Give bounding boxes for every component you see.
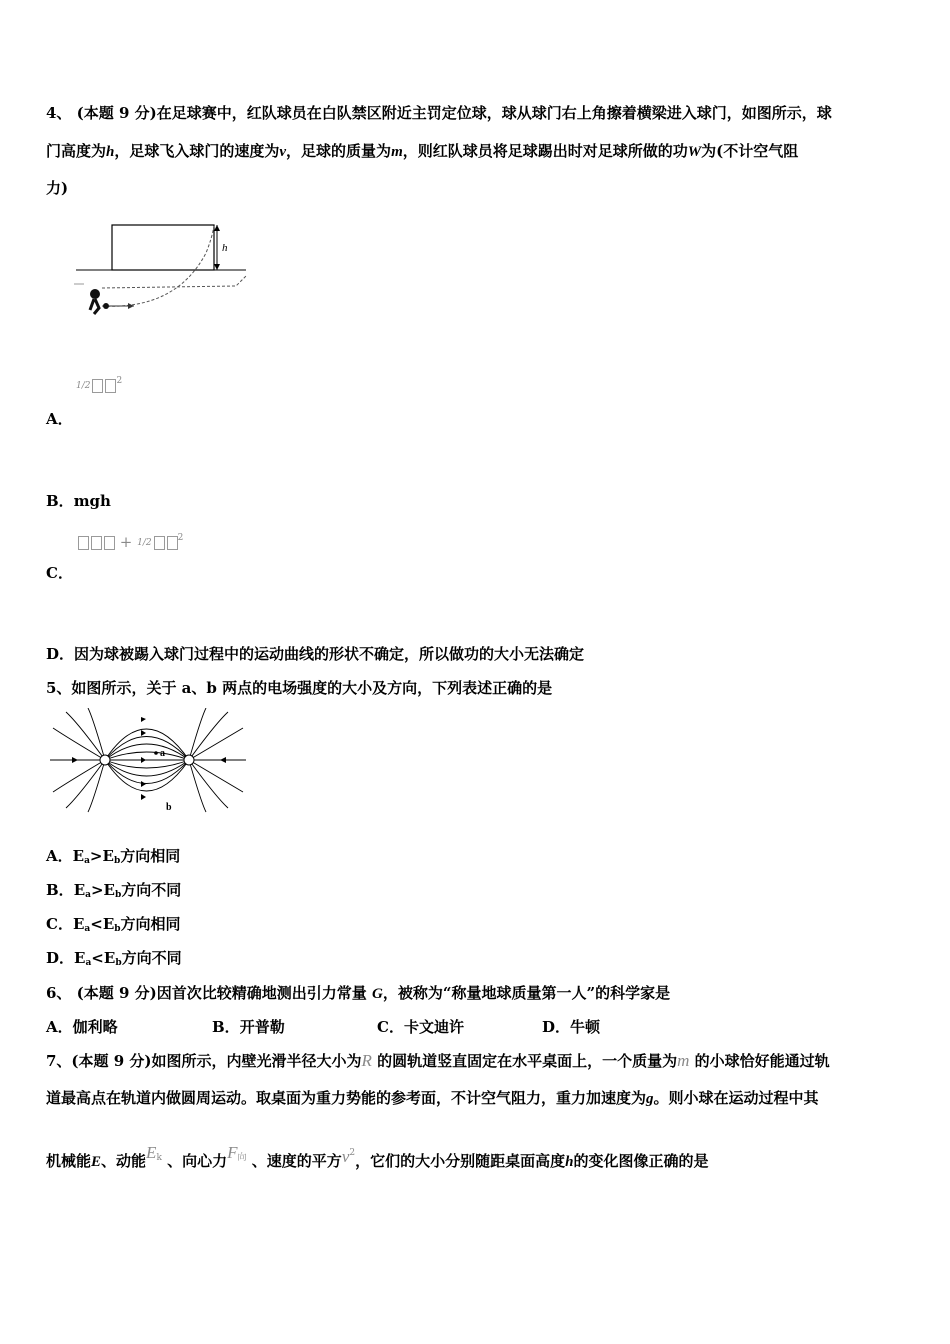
q5-stem: 5、如图所示，关于 a、b 两点的电场强度的大小及方向，下列表述正确的是	[46, 679, 553, 697]
q4-option-c-formula: + 1/2 $^2$	[76, 533, 183, 551]
q4-option-a-formula: 1/2 $^2$	[76, 376, 122, 394]
q5-option-c[interactable]: C．$E_a<E_b$方向相同	[46, 915, 181, 934]
q5-option-b[interactable]: B．$E_a>E_b$方向不同	[46, 881, 182, 900]
q6-option-d[interactable]: D．牛顿	[542, 1018, 601, 1036]
half-fraction: 1/2	[76, 380, 91, 391]
q5-option-a[interactable]: A．$E_a>E_b$方向相同	[46, 847, 181, 866]
q6-stem: 6、 (本题 9 分)因首次比较精确地测出引力常量 G，被称为“称量地球质量第一人”的科学家是	[46, 984, 671, 1002]
q4-option-c[interactable]: C．	[46, 564, 73, 582]
q4-option-b[interactable]: B．mgh	[46, 492, 111, 510]
q5-option-d[interactable]: D．$E_a<E_b$方向不同	[46, 949, 182, 968]
q4-goal-figure	[66, 218, 251, 323]
point-a-label: a	[160, 748, 165, 759]
q6-option-c[interactable]: C．卡文迪许	[377, 1018, 464, 1036]
q6-option-b[interactable]: B．开普勒	[212, 1018, 285, 1036]
q4-stem-line2: 门高度为h，足球飞入球门的速度为v，足球的质量为m，则红队球员将足球踢出时对足球所做的功W为(不计空气阻	[46, 142, 799, 160]
q4-option-a[interactable]: A．	[46, 410, 73, 428]
q7-stem-line3: 机械能E、动能$E^k$ 、向心力$F^向$ 、速度的平方$v^2$，它们的大小分别随距桌面高度h的变化图像正确的是	[46, 1143, 709, 1170]
q4-stem-line3: 力)	[46, 179, 69, 197]
q7-stem-line1: 7、(本题 9 分)如图所示，内壁光滑半径大小为R 的圆轨道竖直固定在水平桌面上，一个质量为m 的小球恰好能通过轨	[46, 1051, 830, 1070]
q4-option-d[interactable]: D．因为球被踢入球门过程中的运动曲线的形状不确定，所以做功的大小无法确定	[46, 645, 585, 663]
q5-electric-field-figure	[48, 708, 248, 814]
q6-option-a[interactable]: A．伽利略	[46, 1018, 118, 1036]
q7-stem-line2: 道最高点在轨道内做圆周运动。取桌面为重力势能的参考面，不计空气阻力，重力加速度为g。则小球在运动过程中其	[46, 1089, 819, 1107]
q4-figure-h-label: h	[222, 242, 228, 254]
q4-stem-line1: 4、 (本题 9 分)在足球赛中，红队球员在白队禁区附近主罚定位球，球从球门右上角擦着横梁进入球门，如图所示，球	[46, 104, 832, 122]
point-b-label: b	[166, 802, 172, 813]
